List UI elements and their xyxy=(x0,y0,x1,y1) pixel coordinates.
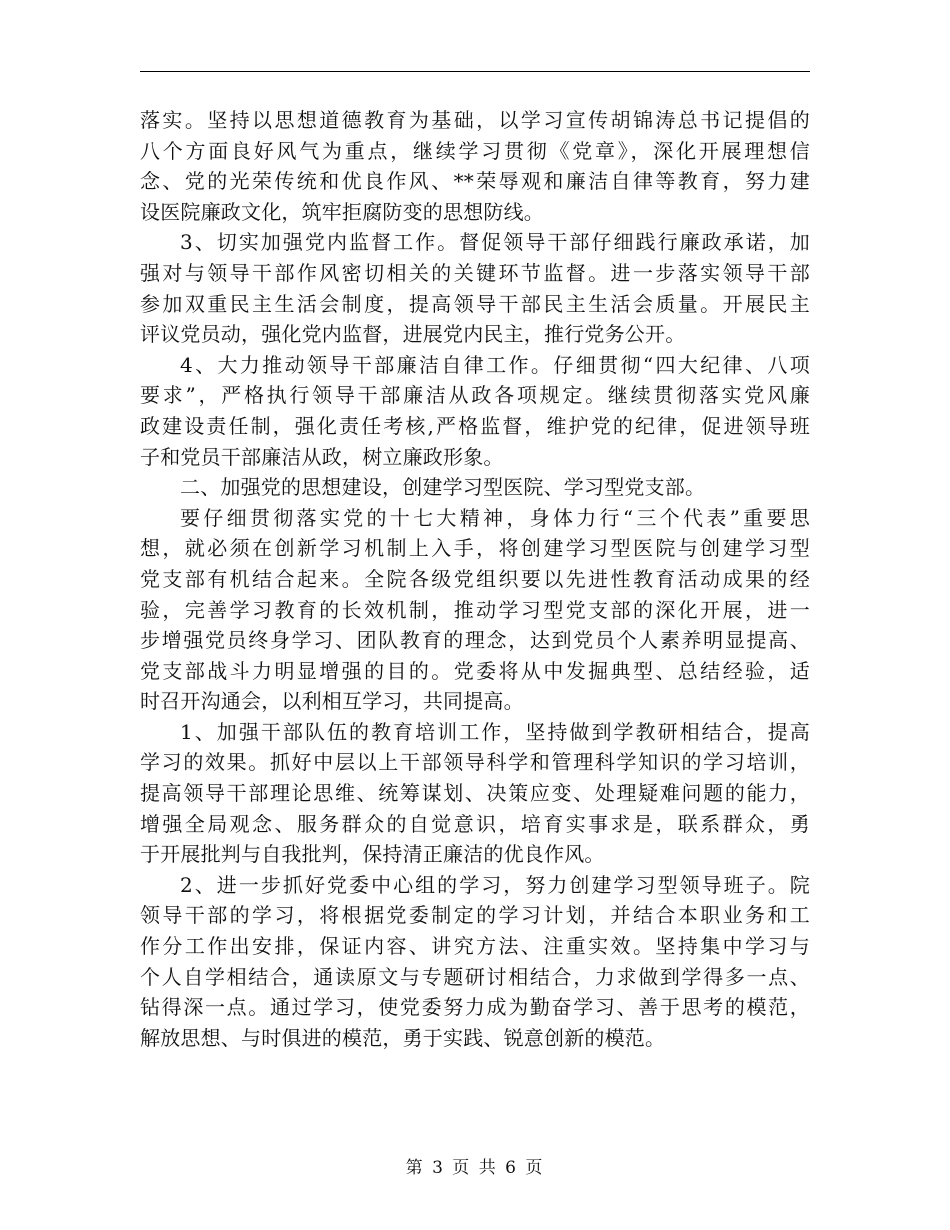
text-line: 要求”，严格执行领导干部廉洁从政各项规定。继续贯彻落实党风廉 xyxy=(140,383,810,408)
paragraph xyxy=(140,350,810,472)
text-line: 个人自学相结合，通读原文与专题研讨相结合，力求做到学得多一点、 xyxy=(140,964,810,989)
text-line: 领导干部的学习，将根据党委制定的学习计划，并结合本职业务和工 xyxy=(140,903,810,928)
header-rule xyxy=(140,71,810,72)
text-line: 党支部有机结合起来。全院各级党组织要以先进性教育活动成果的经 xyxy=(140,566,810,591)
text-line: 解放思想、与时俱进的模范，勇于实践、锐意创新的模范。 xyxy=(140,1025,666,1050)
text-line: 强对与领导干部作风密切相关的关键环节监督。进一步落实领导干部 xyxy=(140,260,810,285)
text-line: 时召开沟通会，以利相互学习，共同提高。 xyxy=(140,689,524,714)
page-footer: 第 3 页 共 6 页 xyxy=(405,1158,545,1178)
text-line: 3、切实加强党内监督工作。督促领导干部仔细践行廉政承诺，加 xyxy=(180,230,810,255)
text-line: 参加双重民主生活会制度，提高领导干部民主生活会质量。开展民主 xyxy=(140,291,810,316)
text-line: 政建设责任制，强化责任考核,严格监督，维护党的纪律，促进领导班 xyxy=(140,413,810,438)
text-line: 八个方面良好风气为重点，继续学习贯彻《党章》，深化开展理想信 xyxy=(140,138,810,163)
text-line: 子和党员干部廉洁从政，树立廉政形象。 xyxy=(140,444,504,469)
text-line: 二、加强党的思想建设，创建学习型医院、学习型党支部。 xyxy=(180,475,706,500)
text-line: 提高领导干部理论思维、统筹谋划、决策应变、处理疑难问题的能力， xyxy=(140,781,810,806)
paragraph xyxy=(140,105,810,227)
text-line: 党支部战斗力明显增强的目的。党委将从中发掘典型、总结经验，适 xyxy=(140,658,810,683)
text-line: 念、党的光荣传统和优良作风、**荣辱观和廉洁自律等教育，努力建 xyxy=(140,169,810,194)
text-line: 学习的效果。抓好中层以上干部领导科学和管理科学知识的学习培训， xyxy=(140,750,810,775)
text-line: 4、大力推动领导干部廉洁自律工作。仔细贯彻“四大纪律、八项 xyxy=(180,352,810,377)
paragraph xyxy=(140,503,810,717)
section-heading xyxy=(140,472,810,503)
text-line: 作分工作出安排，保证内容、讲究方法、注重实效。坚持集中学习与 xyxy=(140,934,810,959)
text-line: 落实。坚持以思想道德教育为基础，以学习宣传胡锦涛总书记提倡的 xyxy=(140,108,810,132)
text-line: 钻得深一点。通过学习，使党委努力成为勤奋学习、善于思考的模范， xyxy=(140,995,810,1020)
paragraph xyxy=(140,717,810,870)
text-line: 于开展批判与自我批判，保持清正廉洁的优良作风。 xyxy=(140,842,605,867)
text-line: 想，就必须在创新学习机制上入手，将创建学习型医院与创建学习型 xyxy=(140,536,810,561)
paragraph xyxy=(140,870,810,1054)
text-line: 评议党员动，强化党内监督，进展党内民主，推行党务公开。 xyxy=(140,322,686,347)
document-body xyxy=(140,105,810,1053)
text-line: 验，完善学习教育的长效机制，推动学习型党支部的深化开展，进一 xyxy=(140,597,810,622)
text-line: 1、加强干部队伍的教育培训工作，坚持做到学教研相结合，提高 xyxy=(180,719,810,744)
text-line: 设医院廉政文化，筑牢拒腐防变的思想防线。 xyxy=(140,199,544,224)
text-line: 2、进一步抓好党委中心组的学习，努力创建学习型领导班子。院 xyxy=(180,872,810,897)
text-line: 要仔细贯彻落实党的十七大精神，身体力行“三个代表”重要思 xyxy=(180,505,810,530)
paragraph xyxy=(140,227,810,349)
text-line: 步增强党员终身学习、团队教育的理念，达到党员个人素养明显提高、 xyxy=(140,628,810,653)
text-line: 增强全局观念、服务群众的自觉意识，培育实事求是，联系群众，勇 xyxy=(140,811,810,836)
